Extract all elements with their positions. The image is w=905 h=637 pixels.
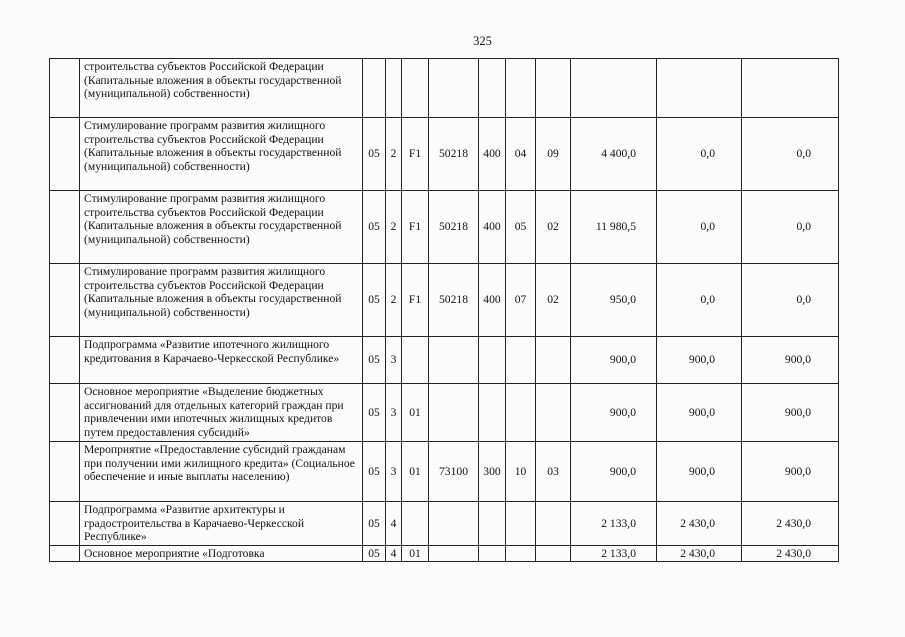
expense-type-code-cell <box>479 337 506 384</box>
event-code-cell: 01 <box>402 546 429 562</box>
expense-code-cell <box>429 502 479 546</box>
expense-type-code-cell: 400 <box>479 264 506 337</box>
item-name-cell: строительства субъектов Российской Федерации (Капитальные вложения в объекты государственной (муниципальной) собственности) <box>80 59 363 118</box>
expense-type-code-cell <box>479 546 506 562</box>
expense-code-cell <box>429 337 479 384</box>
event-code-cell: 01 <box>402 442 429 502</box>
expense-type-code-cell: 400 <box>479 118 506 191</box>
expense-code-cell: 73100 <box>429 442 479 502</box>
expense-code-cell: 50218 <box>429 264 479 337</box>
subchapter-code-cell: 03 <box>536 442 571 502</box>
amount-year-1-cell <box>571 59 657 118</box>
table-row <box>50 337 839 384</box>
subchapter-code-cell: 09 <box>536 118 571 191</box>
amount-year-2-cell: 0,0 <box>657 191 742 264</box>
amount-year-2-cell: 0,0 <box>657 264 742 337</box>
event-code-cell: F1 <box>402 264 429 337</box>
row-number-cell <box>50 502 80 546</box>
amount-year-3-cell: 900,0 <box>742 384 839 442</box>
event-code-cell: F1 <box>402 191 429 264</box>
table-row <box>50 546 839 562</box>
section-code-cell: 05 <box>363 191 386 264</box>
item-name-cell: Подпрограмма «Развитие архитектуры и градостроительства в Карачаево-Черкесской Республике» <box>80 502 363 546</box>
table-row <box>50 442 839 502</box>
subchapter-code-cell <box>536 546 571 562</box>
amount-year-3-cell: 900,0 <box>742 442 839 502</box>
budget-table-body <box>50 59 839 562</box>
amount-year-2-cell: 900,0 <box>657 384 742 442</box>
row-number-cell <box>50 384 80 442</box>
chapter-code-cell <box>506 502 536 546</box>
chapter-code-cell <box>506 546 536 562</box>
table-row <box>50 118 839 191</box>
amount-year-2-cell: 900,0 <box>657 442 742 502</box>
row-number-cell <box>50 264 80 337</box>
subprogram-code-cell <box>386 59 402 118</box>
expense-type-code-cell <box>479 59 506 118</box>
event-code-cell: F1 <box>402 118 429 191</box>
event-code-cell <box>402 59 429 118</box>
section-code-cell: 05 <box>363 118 386 191</box>
table-row <box>50 384 839 442</box>
item-name-cell: Мероприятие «Предоставление субсидий гражданам при получении ими жилищного кредита» (Социальное обеспечение и иные выплаты населению) <box>80 442 363 502</box>
event-code-cell: 01 <box>402 384 429 442</box>
amount-year-1-cell: 2 133,0 <box>571 502 657 546</box>
amount-year-2-cell: 2 430,0 <box>657 502 742 546</box>
chapter-code-cell: 07 <box>506 264 536 337</box>
expense-type-code-cell <box>479 502 506 546</box>
expense-code-cell <box>429 384 479 442</box>
subchapter-code-cell <box>536 337 571 384</box>
amount-year-3-cell: 0,0 <box>742 191 839 264</box>
row-number-cell <box>50 191 80 264</box>
amount-year-3-cell <box>742 59 839 118</box>
amount-year-2-cell: 0,0 <box>657 118 742 191</box>
item-name-cell: Стимулирование программ развития жилищного строительства субъектов Российской Федерации (Капитальные вложения в объекты государственной (муниципальной) собственности) <box>80 264 363 337</box>
subprogram-code-cell: 3 <box>386 337 402 384</box>
chapter-code-cell <box>506 59 536 118</box>
chapter-code-cell: 04 <box>506 118 536 191</box>
item-name-cell: Основное мероприятие «Выделение бюджетных ассигнований для отдельных категорий граждан при привлечении ими ипотечных жилищных кредитов путем предоставления субсидий» <box>80 384 363 442</box>
amount-year-1-cell: 4 400,0 <box>571 118 657 191</box>
row-number-cell <box>50 59 80 118</box>
amount-year-1-cell: 11 980,5 <box>571 191 657 264</box>
item-name-cell: Стимулирование программ развития жилищного строительства субъектов Российской Федерации (Капитальные вложения в объекты государственной (муниципальной) собственности) <box>80 191 363 264</box>
section-code-cell: 05 <box>363 502 386 546</box>
section-code-cell: 05 <box>363 546 386 562</box>
item-name-cell: Подпрограмма «Развитие ипотечного жилищного кредитования в Карачаево-Черкесской Республике» <box>80 337 363 384</box>
expense-code-cell: 50218 <box>429 118 479 191</box>
section-code-cell: 05 <box>363 384 386 442</box>
amount-year-3-cell: 900,0 <box>742 337 839 384</box>
table-row <box>50 502 839 546</box>
subprogram-code-cell: 2 <box>386 191 402 264</box>
event-code-cell <box>402 502 429 546</box>
item-name-cell: Стимулирование программ развития жилищного строительства субъектов Российской Федерации (Капитальные вложения в объекты государственной (муниципальной) собственности) <box>80 118 363 191</box>
expense-code-cell <box>429 546 479 562</box>
event-code-cell <box>402 337 429 384</box>
row-number-cell <box>50 337 80 384</box>
amount-year-3-cell: 2 430,0 <box>742 546 839 562</box>
subprogram-code-cell: 2 <box>386 264 402 337</box>
table-row <box>50 264 839 337</box>
budget-table <box>49 58 839 562</box>
expense-code-cell: 50218 <box>429 191 479 264</box>
row-number-cell <box>50 546 80 562</box>
section-code-cell: 05 <box>363 264 386 337</box>
chapter-code-cell: 10 <box>506 442 536 502</box>
expense-type-code-cell: 400 <box>479 191 506 264</box>
subchapter-code-cell <box>536 59 571 118</box>
table-row <box>50 59 839 118</box>
amount-year-3-cell: 0,0 <box>742 264 839 337</box>
row-number-cell <box>50 118 80 191</box>
expense-type-code-cell: 300 <box>479 442 506 502</box>
amount-year-2-cell <box>657 59 742 118</box>
amount-year-1-cell: 950,0 <box>571 264 657 337</box>
section-code-cell: 05 <box>363 442 386 502</box>
subchapter-code-cell: 02 <box>536 191 571 264</box>
subchapter-code-cell <box>536 502 571 546</box>
amount-year-1-cell: 900,0 <box>571 442 657 502</box>
subprogram-code-cell: 3 <box>386 384 402 442</box>
row-number-cell <box>50 442 80 502</box>
page-number: 325 <box>473 34 492 48</box>
section-code-cell <box>363 59 386 118</box>
chapter-code-cell <box>506 337 536 384</box>
subprogram-code-cell: 2 <box>386 118 402 191</box>
subprogram-code-cell: 4 <box>386 546 402 562</box>
table-row <box>50 191 839 264</box>
chapter-code-cell <box>506 384 536 442</box>
expense-code-cell <box>429 59 479 118</box>
item-name-cell: Основное мероприятие «Подготовка <box>80 546 363 562</box>
chapter-code-cell: 05 <box>506 191 536 264</box>
subchapter-code-cell: 02 <box>536 264 571 337</box>
amount-year-1-cell: 2 133,0 <box>571 546 657 562</box>
subprogram-code-cell: 4 <box>386 502 402 546</box>
amount-year-2-cell: 900,0 <box>657 337 742 384</box>
amount-year-2-cell: 2 430,0 <box>657 546 742 562</box>
amount-year-3-cell: 2 430,0 <box>742 502 839 546</box>
expense-type-code-cell <box>479 384 506 442</box>
subprogram-code-cell: 3 <box>386 442 402 502</box>
amount-year-1-cell: 900,0 <box>571 384 657 442</box>
amount-year-3-cell: 0,0 <box>742 118 839 191</box>
section-code-cell: 05 <box>363 337 386 384</box>
subchapter-code-cell <box>536 384 571 442</box>
amount-year-1-cell: 900,0 <box>571 337 657 384</box>
